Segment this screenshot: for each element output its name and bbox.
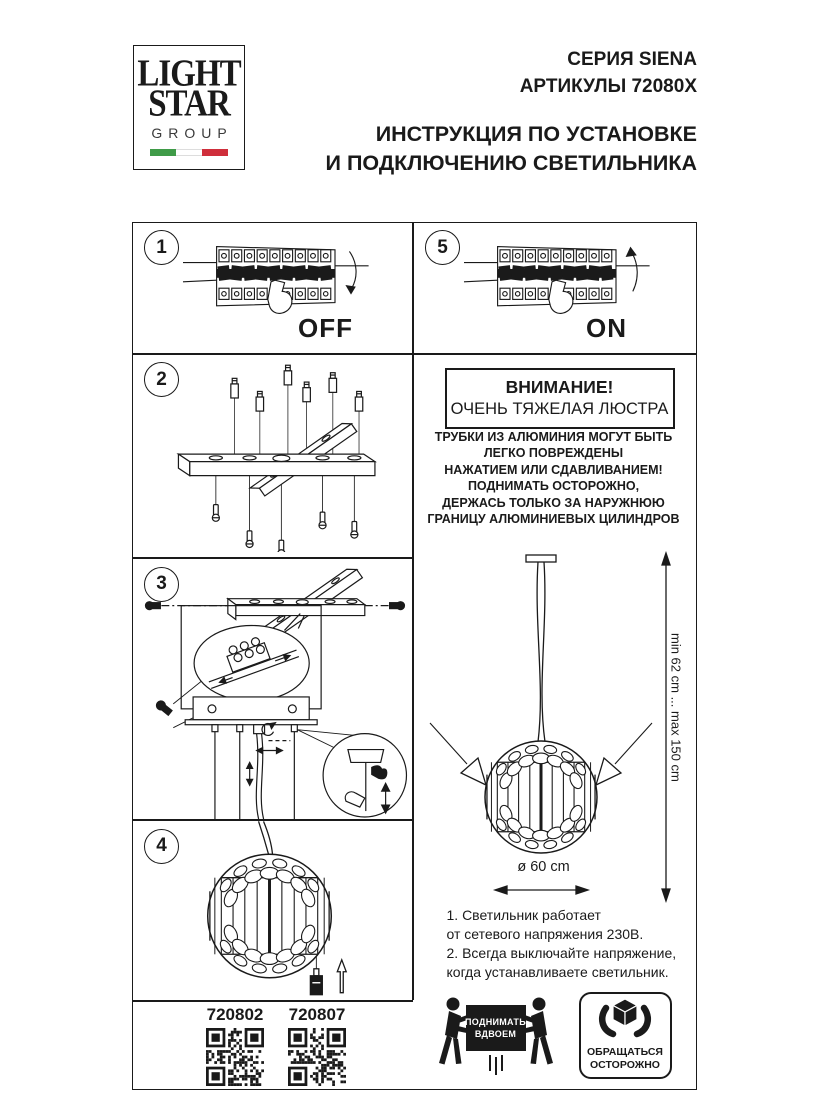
warning-box xyxy=(445,368,675,429)
qr-item-720807 xyxy=(277,1005,357,1086)
height-range-label: min 62 cm ... max 150 cm xyxy=(668,632,684,782)
hands-holding-cube-icon xyxy=(581,994,669,1044)
bracket-anchors-drawing xyxy=(141,360,403,552)
handle-with-care-icon xyxy=(579,992,672,1079)
instruction-grid xyxy=(132,222,697,1090)
article-code: 720807 xyxy=(288,1005,346,1024)
article-code: 720802 xyxy=(206,1005,264,1024)
step-1-number: 1 xyxy=(144,230,179,265)
logo-word-light: LIGHT xyxy=(137,53,241,95)
articles-line: АРТИКУЛЫ 72080X xyxy=(519,76,697,97)
page-title xyxy=(326,120,697,178)
warning-title: ВНИМАНИЕ! xyxy=(505,376,614,397)
step-5-number: 5 xyxy=(425,230,460,265)
qr-code-image xyxy=(206,1028,264,1086)
chandelier-hanging-drawing xyxy=(133,821,412,999)
step-2-number: 2 xyxy=(144,362,179,397)
step-4-number: 4 xyxy=(144,829,179,864)
warning-and-figure-cell xyxy=(414,355,694,1089)
step-3-number: 3 xyxy=(144,567,179,602)
lift-with-two-icon xyxy=(436,993,556,1083)
lift-box-label: ПОДНИМАТЬ ВДВОЕМ xyxy=(466,1005,526,1051)
step-3-panel xyxy=(133,559,412,819)
logo-word-star: STAR xyxy=(148,83,230,125)
header-series-block xyxy=(520,46,697,100)
step-2-panel xyxy=(133,354,412,557)
step-1-panel xyxy=(133,223,412,353)
on-label: ON xyxy=(586,313,627,343)
series-name: СЕРИЯ SIENA xyxy=(567,49,697,70)
wiring-assembly-drawing xyxy=(133,559,412,819)
warning-body: ТРУБКИ ИЗ АЛЮМИНИЯ МОГУТ БЫТЬ ЛЕГКО ПОВРЕЖДЕНЫ НАЖАТИЕМ ИЛИ СДАВЛИВАНИЕМ! ПОДНИМАТЬ ОСТОРОЖНО, ДЕРЖАСЬ ТОЛЬКО ЗА НАРУЖНЮЮ ГРАНИЦУ АЛЮМИНИЕВЫХ ЦИЛИНДРОВ xyxy=(427,429,680,526)
chandelier-dimension-drawing xyxy=(414,545,694,907)
step-5-panel xyxy=(414,223,695,353)
lightstar-logo xyxy=(133,45,245,170)
title-line-2: И ПОДКЛЮЧЕНИЮ СВЕТИЛЬНИКА xyxy=(325,151,697,175)
off-label: OFF xyxy=(298,313,353,343)
step-4-panel xyxy=(133,821,412,1000)
qr-item-720802 xyxy=(195,1005,275,1086)
italian-flag-bar xyxy=(150,149,228,156)
logo-word-group: GROUP xyxy=(151,125,233,141)
qr-code-image xyxy=(288,1028,346,1086)
qr-codes-cell xyxy=(133,1002,412,1089)
usage-notes: 1. Светильник работает от сетевого напряжения 230В. 2. Всегда выключайте напряжение, когда устанавливаете светильник. xyxy=(446,906,677,980)
title-line-1: ИНСТРУКЦИЯ ПО УСТАНОВКЕ xyxy=(375,122,697,146)
diameter-label: ø 60 cm xyxy=(517,858,570,875)
warning-subtitle: ОЧЕНЬ ТЯЖЕЛАЯ ЛЮСТРА xyxy=(450,399,669,418)
care-label: ОБРАЩАТЬСЯ ОСТОРОЖНО xyxy=(587,1045,663,1071)
